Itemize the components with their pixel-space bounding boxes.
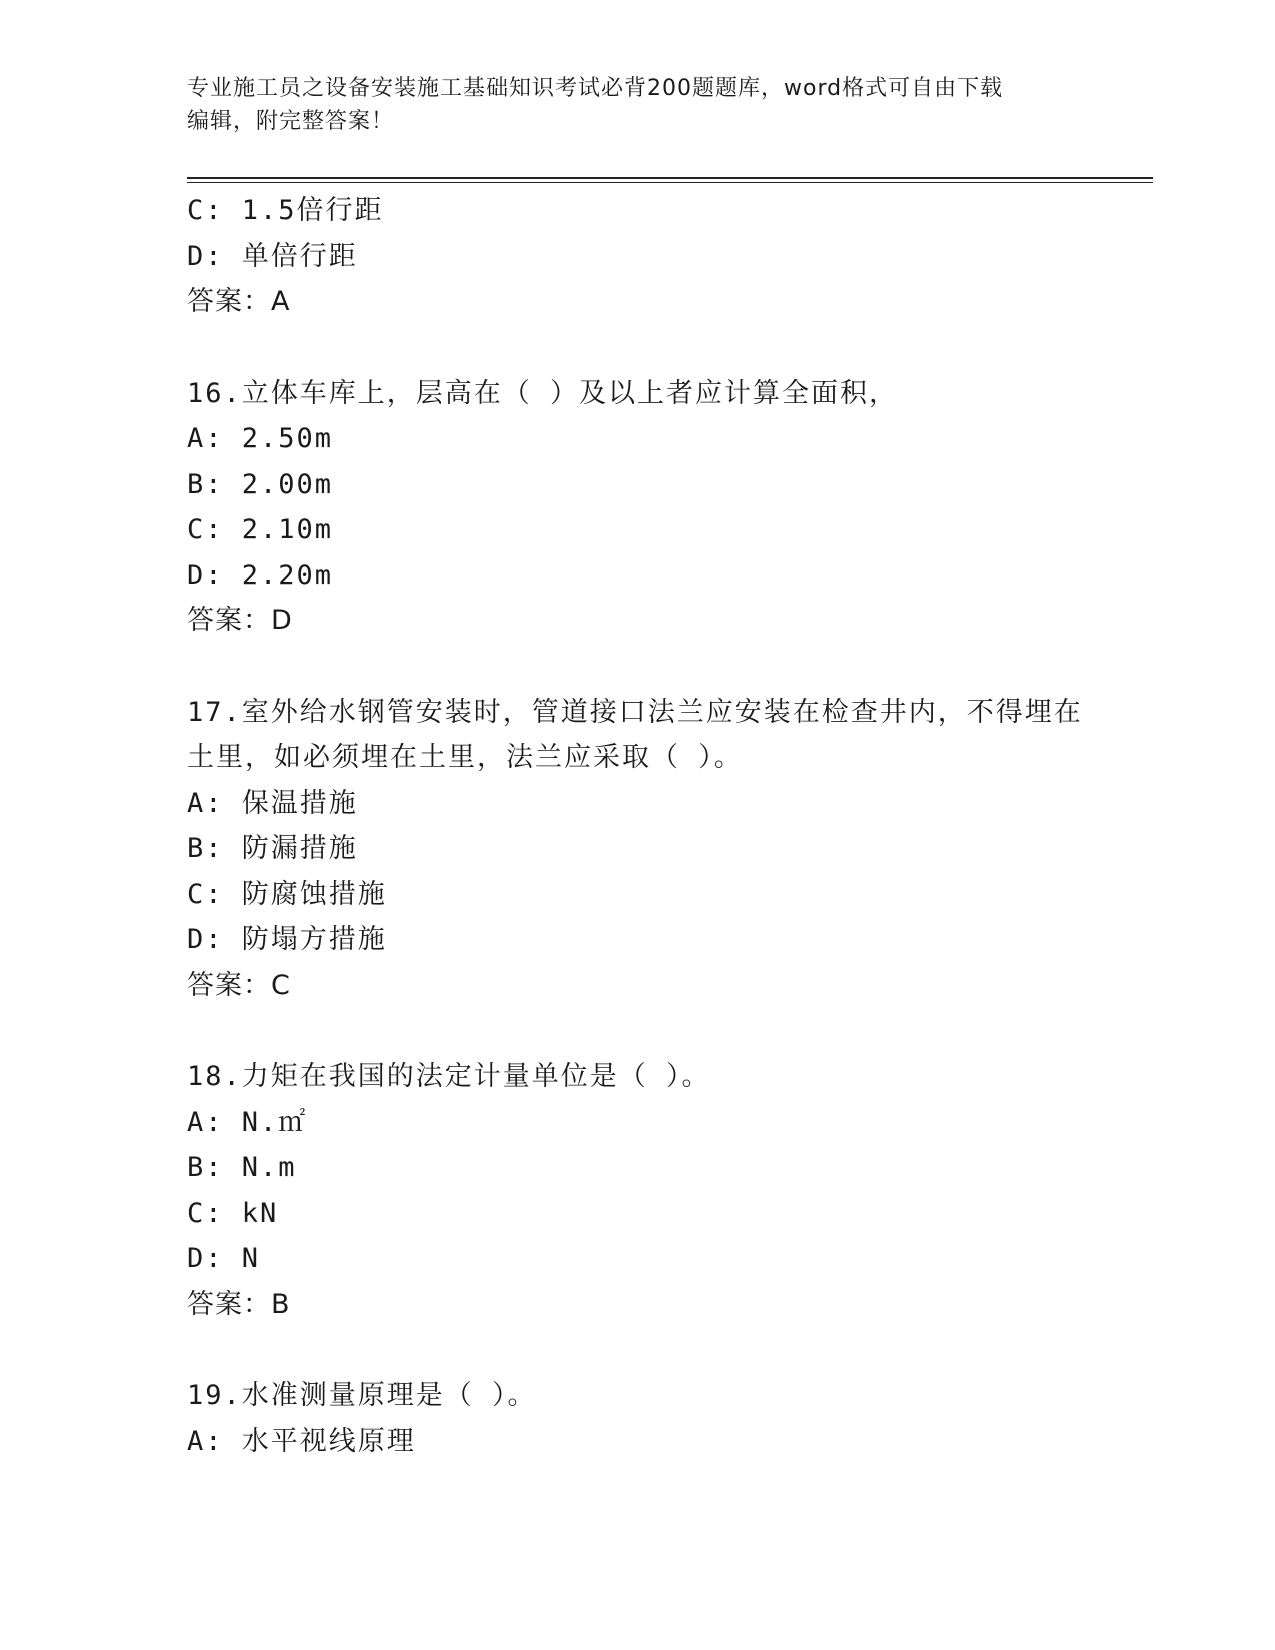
question-stem-line1: 17.室外给水钢管安装时，管道接口法兰应安装在检查井内，不得埋在	[187, 696, 1083, 728]
question-19	[187, 1373, 1087, 1464]
question-18	[187, 1054, 1087, 1327]
question-stem: 19.水准测量原理是（ ）。	[187, 1380, 537, 1411]
option-b: B: 防漏措施	[187, 833, 358, 864]
question-stem: 18.力矩在我国的法定计量单位是（ ）。	[187, 1061, 711, 1092]
option-a: A: 2.50m	[187, 423, 334, 454]
option-d: D: 2.20m	[187, 559, 334, 591]
option-d: D: N	[187, 1243, 261, 1274]
option-d: D: 单倍行距	[187, 240, 358, 272]
option-c: C: kN	[187, 1197, 279, 1229]
option-c: C: 2.10m	[187, 514, 334, 545]
question-17	[187, 690, 1087, 1009]
answer-line: 答案：B	[187, 1288, 291, 1320]
answer-line: 答案：C	[187, 969, 291, 1001]
page-header	[187, 72, 1067, 138]
option-b: B: N.m	[187, 1152, 297, 1183]
option-a: A: N.㎡	[187, 1106, 308, 1138]
question-list	[187, 188, 1087, 1464]
answer-line: 答案：A	[187, 286, 291, 317]
option-b: B: 2.00m	[187, 468, 334, 500]
option-c: C: 防腐蚀措施	[187, 878, 387, 910]
option-a: A: 水平视线原理	[187, 1425, 416, 1457]
question-stem: 16.立体车库上，层高在（ ）及以上者应计算全面积，	[187, 377, 899, 409]
header-divider	[187, 177, 1153, 183]
option-d: D: 防塌方措施	[187, 924, 387, 955]
option-c: C: 1.5倍行距	[187, 195, 384, 226]
prev-question-tail	[187, 188, 1087, 325]
answer-line: 答案：D	[187, 605, 293, 636]
question-16	[187, 371, 1087, 644]
option-a: A: 保温措施	[187, 787, 358, 819]
header-title-line2: 编辑，附完整答案！	[187, 109, 395, 134]
question-stem-line2: 土里，如必须埋在土里，法兰应采取（ ）。	[187, 742, 743, 773]
header-title-line1: 专业施工员之设备安装施工基础知识考试必背200题题库，word格式可自由下载	[187, 76, 1004, 101]
